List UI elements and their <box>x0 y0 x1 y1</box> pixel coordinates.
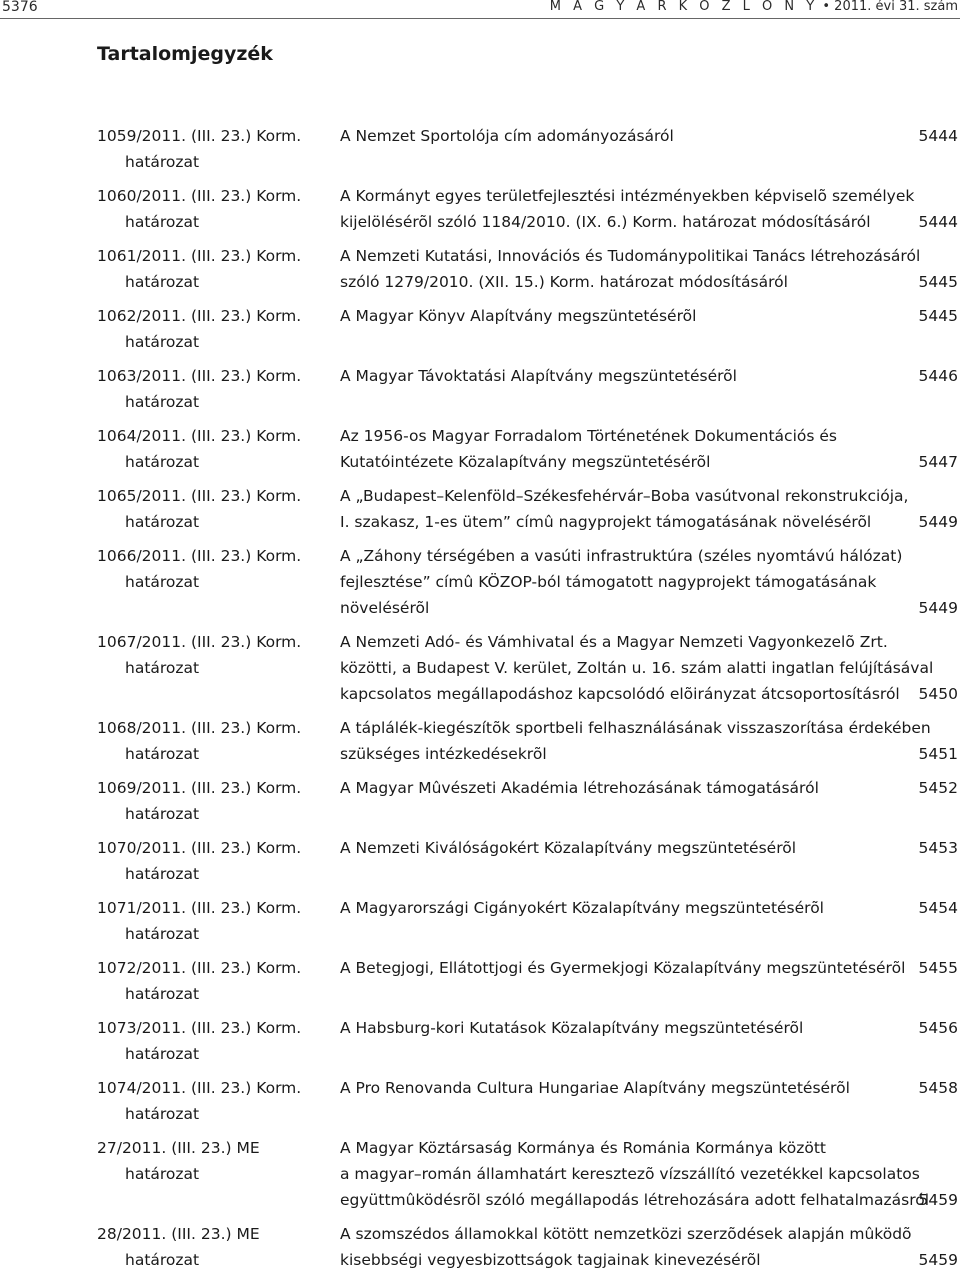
running-title <box>550 0 958 14</box>
line-spacer <box>340 861 960 887</box>
resolution-type: határozat <box>125 659 200 677</box>
toc-entry-identifier <box>97 1015 317 1067</box>
title-line: A Betegjogi, Ellátottjogi és Gyermekjogi Közalapítvány megszüntetésérõl <box>340 959 906 977</box>
resolution-type: határozat <box>125 805 200 823</box>
toc-entry-title <box>340 895 960 947</box>
resolution-type: határozat <box>125 745 200 763</box>
page-reference[interactable]: 5446 <box>918 367 958 385</box>
title-line: Kutatóintézete Közalapítvány megszüntetésérõl <box>340 453 711 471</box>
page-number: 5376 <box>2 0 38 15</box>
title-line: kijelölésérõl szóló 1184/2010. (IX. 6.) Korm. határozat módosításáról <box>340 213 871 231</box>
line-spacer <box>340 801 960 827</box>
resolution-number: 1067/2011. (III. 23.) Korm. <box>97 633 302 651</box>
toc-entry-title <box>340 183 960 235</box>
resolution-number: 1073/2011. (III. 23.) Korm. <box>97 1019 302 1037</box>
page-reference[interactable]: 5447 <box>918 453 958 471</box>
page-reference[interactable]: 5458 <box>918 1079 958 1097</box>
title-line: A Nemzeti Kutatási, Innovációs és Tudománypolitikai Tanács létrehozásáról <box>340 247 921 265</box>
page-reference[interactable]: 5444 <box>918 213 958 231</box>
toc-entry-title <box>340 123 960 175</box>
toc-entry <box>0 1135 960 1213</box>
title-line: közötti, a Budapest V. kerület, Zoltán u. 16. szám alatti ingatlan felújításával <box>340 659 934 677</box>
toc-entry-identifier <box>97 1135 317 1187</box>
page-reference[interactable]: 5451 <box>918 745 958 763</box>
title-line: A Magyar Könyv Alapítvány megszüntetésérõl <box>340 307 697 325</box>
line-spacer <box>340 149 960 175</box>
title-line: A Magyarországi Cigányokért Közalapítvány megszüntetésérõl <box>340 899 824 917</box>
resolution-type: határozat <box>125 1251 200 1269</box>
resolution-type: határozat <box>125 1045 200 1063</box>
resolution-type: határozat <box>125 925 200 943</box>
toc-entry-identifier <box>97 483 317 535</box>
resolution-type: határozat <box>125 1165 200 1183</box>
resolution-type: határozat <box>125 273 200 291</box>
toc-entry-identifier <box>97 835 317 887</box>
page-reference[interactable]: 5459 <box>918 1191 958 1209</box>
toc-entry <box>0 775 960 827</box>
page-reference[interactable]: 5452 <box>918 779 958 797</box>
toc-entry-title <box>340 1075 960 1127</box>
toc-entry <box>0 243 960 295</box>
resolution-type: határozat <box>125 513 200 531</box>
resolution-number: 1065/2011. (III. 23.) Korm. <box>97 487 302 505</box>
line-spacer <box>340 329 960 355</box>
toc-entry <box>0 895 960 947</box>
resolution-number: 1066/2011. (III. 23.) Korm. <box>97 547 302 565</box>
toc-entry <box>0 835 960 887</box>
resolution-type: határozat <box>125 213 200 231</box>
page-reference[interactable]: 5445 <box>918 307 958 325</box>
resolution-number: 1068/2011. (III. 23.) Korm. <box>97 719 302 737</box>
page-reference[interactable]: 5454 <box>918 899 958 917</box>
page-reference[interactable]: 5450 <box>918 685 958 703</box>
toc-entry <box>0 715 960 767</box>
resolution-type: határozat <box>125 1105 200 1123</box>
title-line: I. szakasz, 1-es ütem” címû nagyprojekt támogatásának növelésérõl <box>340 513 872 531</box>
title-line: kisebbségi vegyesbizottságok tagjainak kinevezésérõl <box>340 1251 761 1269</box>
title-line: növelésérõl <box>340 599 430 617</box>
title-line: A Magyar Köztársaság Kormánya és Románia Kormánya között <box>340 1139 827 1157</box>
toc-entry-identifier <box>97 543 317 595</box>
toc-entry-title <box>340 483 960 535</box>
title-line: szóló 1279/2010. (XII. 15.) Korm. határozat módosításáról <box>340 273 788 291</box>
issue-label: 2011. évi 31. szám <box>834 0 958 14</box>
toc-entry <box>0 1015 960 1067</box>
resolution-number: 1069/2011. (III. 23.) Korm. <box>97 779 302 797</box>
page-reference[interactable]: 5455 <box>918 959 958 977</box>
toc-entry-title <box>340 363 960 415</box>
toc-entry-identifier <box>97 1075 317 1127</box>
toc-entry-title <box>340 955 960 1007</box>
title-line: A Magyar Távoktatási Alapítvány megszüntetésérõl <box>340 367 737 385</box>
toc-entry-identifier <box>97 243 317 295</box>
toc-entry-title <box>340 543 960 621</box>
toc-entry <box>0 955 960 1007</box>
resolution-number: 1071/2011. (III. 23.) Korm. <box>97 899 302 917</box>
toc-entry-title <box>340 1221 960 1273</box>
title-line: a magyar–román államhatárt keresztezõ vízszállító vezetékkel kapcsolatos <box>340 1165 920 1183</box>
resolution-number: 28/2011. (III. 23.) ME <box>97 1225 260 1243</box>
page-reference[interactable]: 5445 <box>918 273 958 291</box>
toc-entry <box>0 1221 960 1273</box>
toc-entry-title <box>340 835 960 887</box>
toc-entry-title <box>340 1135 960 1213</box>
page-reference[interactable]: 5449 <box>918 599 958 617</box>
resolution-number: 1060/2011. (III. 23.) Korm. <box>97 187 302 205</box>
resolution-number: 1070/2011. (III. 23.) Korm. <box>97 839 302 857</box>
toc-entry-title <box>340 423 960 475</box>
toc-entry-identifier <box>97 895 317 947</box>
line-spacer <box>340 1101 960 1127</box>
toc-entry <box>0 363 960 415</box>
toc-entry-identifier <box>97 123 317 175</box>
toc-entry <box>0 423 960 475</box>
title-line: kapcsolatos megállapodáshoz kapcsolódó elõirányzat átcsoportosításról <box>340 685 900 703</box>
line-spacer <box>340 981 960 1007</box>
resolution-type: határozat <box>125 333 200 351</box>
toc-entry-title <box>340 243 960 295</box>
resolution-type: határozat <box>125 453 200 471</box>
resolution-type: határozat <box>125 573 200 591</box>
line-spacer <box>340 1041 960 1067</box>
title-line: Az 1956-os Magyar Forradalom Történetének Dokumentációs és <box>340 427 837 445</box>
title-line: fejlesztése” címû KÖZOP-ból támogatott nagyprojekt támogatásának <box>340 573 877 591</box>
toc-entry-identifier <box>97 363 317 415</box>
title-line: együttmûködésrõl szóló megállapodás létrehozására adott felhatalmazásról <box>340 1191 930 1209</box>
page-reference[interactable]: 5453 <box>918 839 958 857</box>
resolution-number: 1074/2011. (III. 23.) Korm. <box>97 1079 302 1097</box>
page-reference[interactable]: 5444 <box>918 127 958 145</box>
title-line: A „Budapest–Kelenföld–Székesfehérvár–Boba vasútvonal rekonstrukciója, <box>340 487 909 505</box>
title-line: szükséges intézkedésekrõl <box>340 745 547 763</box>
journal-name: M A G Y A R K Ö Z L Ö N Y <box>549 0 819 14</box>
title-line: A Nemzeti Kiválóságokért Közalapítvány megszüntetésérõl <box>340 839 797 857</box>
page-title: Tartalomjegyzék <box>97 43 273 65</box>
toc-entry-identifier <box>97 715 317 767</box>
toc-entry <box>0 303 960 355</box>
title-line: A Pro Renovanda Cultura Hungariae Alapítvány megszüntetésérõl <box>340 1079 850 1097</box>
resolution-number: 1061/2011. (III. 23.) Korm. <box>97 247 302 265</box>
toc-entry-identifier <box>97 183 317 235</box>
resolution-number: 1072/2011. (III. 23.) Korm. <box>97 959 302 977</box>
resolution-type: határozat <box>125 985 200 1003</box>
toc-entry <box>0 629 960 707</box>
toc-entry-title <box>340 1015 960 1067</box>
title-line: A szomszédos államokkal kötött nemzetközi szerzõdések alapján mûködõ <box>340 1225 912 1243</box>
resolution-number: 1063/2011. (III. 23.) Korm. <box>97 367 302 385</box>
title-line: A „Záhony térségében a vasúti infrastruktúra (széles nyomtávú hálózat) <box>340 547 903 565</box>
header-rule <box>0 18 960 19</box>
page-reference[interactable]: 5456 <box>918 1019 958 1037</box>
title-line: A táplálék-kiegészítõk sportbeli felhasználásának visszaszorítása érdekében <box>340 719 931 737</box>
toc-entry-identifier <box>97 1221 317 1273</box>
resolution-type: határozat <box>125 393 200 411</box>
resolution-number: 1062/2011. (III. 23.) Korm. <box>97 307 302 325</box>
table-of-contents <box>0 123 960 1281</box>
toc-entry-title <box>340 303 960 355</box>
resolution-number: 1059/2011. (III. 23.) Korm. <box>97 127 302 145</box>
toc-entry <box>0 543 960 621</box>
toc-entry-identifier <box>97 423 317 475</box>
toc-entry <box>0 183 960 235</box>
toc-entry <box>0 123 960 175</box>
resolution-type: határozat <box>125 865 200 883</box>
toc-entry <box>0 483 960 535</box>
title-line: A Nemzeti Adó- és Vámhivatal és a Magyar Nemzeti Vagyonkezelõ Zrt. <box>340 633 888 651</box>
resolution-number: 27/2011. (III. 23.) ME <box>97 1139 260 1157</box>
title-line: A Magyar Mûvészeti Akadémia létrehozásának támogatásáról <box>340 779 819 797</box>
toc-entry-identifier <box>97 775 317 827</box>
resolution-type: határozat <box>125 153 200 171</box>
toc-entry-title <box>340 775 960 827</box>
toc-entry-title <box>340 629 960 707</box>
title-line: A Nemzet Sportolója cím adományozásáról <box>340 127 674 145</box>
toc-entry-title <box>340 715 960 767</box>
page-reference[interactable]: 5449 <box>918 513 958 531</box>
title-line: A Habsburg-kori Kutatások Közalapítvány megszüntetésérõl <box>340 1019 804 1037</box>
toc-entry <box>0 1075 960 1127</box>
toc-entry-identifier <box>97 303 317 355</box>
line-spacer <box>340 921 960 947</box>
page-reference[interactable]: 5459 <box>918 1251 958 1269</box>
toc-entry-identifier <box>97 955 317 1007</box>
bullet-separator: • <box>822 0 831 14</box>
running-header <box>0 0 960 18</box>
resolution-number: 1064/2011. (III. 23.) Korm. <box>97 427 302 445</box>
toc-entry-identifier <box>97 629 317 681</box>
title-line: A Kormányt egyes területfejlesztési intézményekben képviselõ személyek <box>340 187 915 205</box>
line-spacer <box>340 389 960 415</box>
